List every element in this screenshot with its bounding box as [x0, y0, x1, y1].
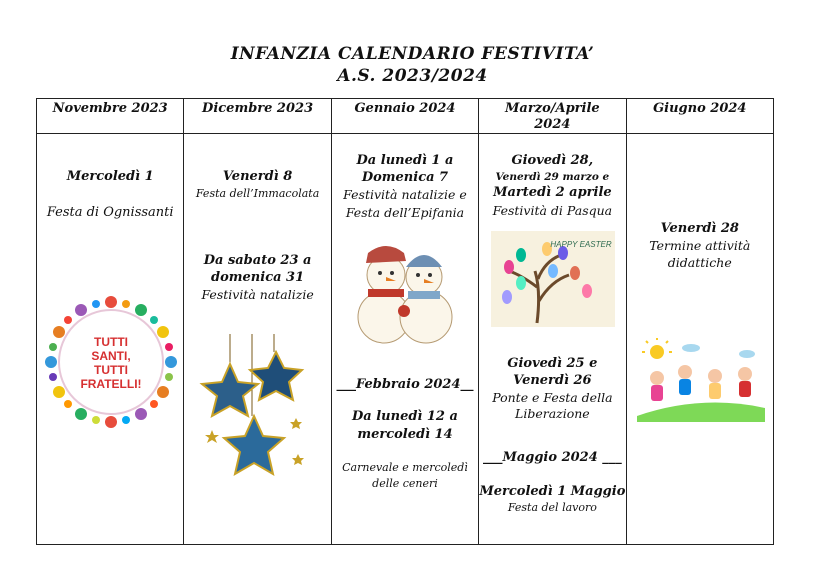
liberazione-desc-a: Ponte e Festa della	[492, 390, 613, 405]
pasqua-line-3: Martedì 2 aprile	[493, 185, 612, 200]
giugno-desc-a: Termine attività	[649, 238, 751, 253]
cell-gennaio-febbraio	[331, 134, 478, 545]
cell-novembre	[37, 134, 184, 545]
febbraio-section-header: ___Febbraio 2024__	[336, 377, 474, 392]
cell-marzo-aprile-maggio	[479, 134, 626, 545]
cell-dicembre	[184, 134, 331, 545]
maggio-date: Mercoledì 1 Maggio	[479, 484, 626, 499]
badge-line-4: FRATELLI!	[80, 377, 142, 391]
page-title: INFANZIA CALENDARIO FESTIVITA’	[230, 44, 595, 64]
febbraio-date-a: Da lunedì 12 a	[352, 409, 458, 424]
febbraio-desc-a: Carnevale e mercoledì	[342, 461, 468, 474]
gennaio-event1-desc-a: Festività natalizie e	[343, 187, 467, 202]
child-figure-icon	[650, 365, 752, 401]
cell-giugno	[626, 134, 773, 545]
badge-line-1: TUTTI	[94, 335, 128, 349]
liberazione-date-b: Venerdì 26	[513, 373, 592, 388]
dicembre-event1-date: Venerdì 8	[222, 169, 293, 184]
ognissanti-children-circle-image	[43, 294, 179, 430]
liberazione-desc-b: Liberazione	[515, 406, 590, 421]
dicembre-event2-date-a: Da sabato 23 a	[203, 253, 312, 268]
sun-icon	[642, 338, 672, 359]
nativity-stars-image	[198, 334, 316, 484]
column-header-gennaio: Gennaio 2024	[331, 99, 478, 134]
liberazione-date-a: Giovedì 25 e	[507, 356, 598, 371]
badge-line-3: TUTTI	[94, 363, 128, 377]
pasqua-line-2: Venerdì 29 marzo e	[495, 171, 610, 183]
novembre-desc: Festa di Ognissanti	[46, 205, 174, 220]
dicembre-event1-desc: Festa dell’Immacolata	[195, 187, 320, 200]
badge-line-2: SANTI,	[91, 349, 131, 363]
snowmen-image	[346, 237, 464, 347]
gennaio-event1-date-a: Da lunedì 1 a	[356, 153, 454, 168]
pasqua-desc: Festività di Pasqua	[492, 203, 613, 218]
page-subtitle: A.S. 2023/2024	[337, 66, 488, 86]
pasqua-line-1: Giovedì 28,	[511, 153, 594, 168]
column-header-marzo-aprile: Marzo/Aprile 2024	[479, 99, 626, 134]
dicembre-event2-date-b: domenica 31	[211, 270, 305, 285]
column-header-giugno: Giugno 2024	[626, 99, 773, 134]
happy-easter-text: HAPPY EASTER	[550, 240, 612, 249]
dicembre-event2-desc: Festività natalizie	[201, 287, 314, 302]
febbraio-desc-b: delle ceneri	[372, 477, 438, 490]
giugno-desc-b: didattiche	[667, 255, 732, 270]
maggio-section-header: ___Maggio 2024 ___	[482, 450, 622, 465]
easter-tree-image	[491, 231, 615, 327]
column-header-novembre: Novembre 2023	[37, 99, 184, 134]
febbraio-date-b: mercoledì 14	[357, 427, 453, 442]
children-summer-image	[635, 338, 767, 422]
novembre-date: Mercoledì 1	[66, 169, 154, 184]
column-header-dicembre: Dicembre 2023	[184, 99, 331, 134]
snowman-icon	[358, 246, 452, 343]
gennaio-event1-desc-b: Festa dell’Epifania	[345, 205, 465, 220]
calendar-table	[36, 98, 774, 545]
giugno-date: Venerdì 28	[660, 221, 739, 236]
maggio-desc: Festa del lavoro	[507, 501, 597, 514]
gennaio-event1-date-b: Domenica 7	[361, 170, 449, 185]
